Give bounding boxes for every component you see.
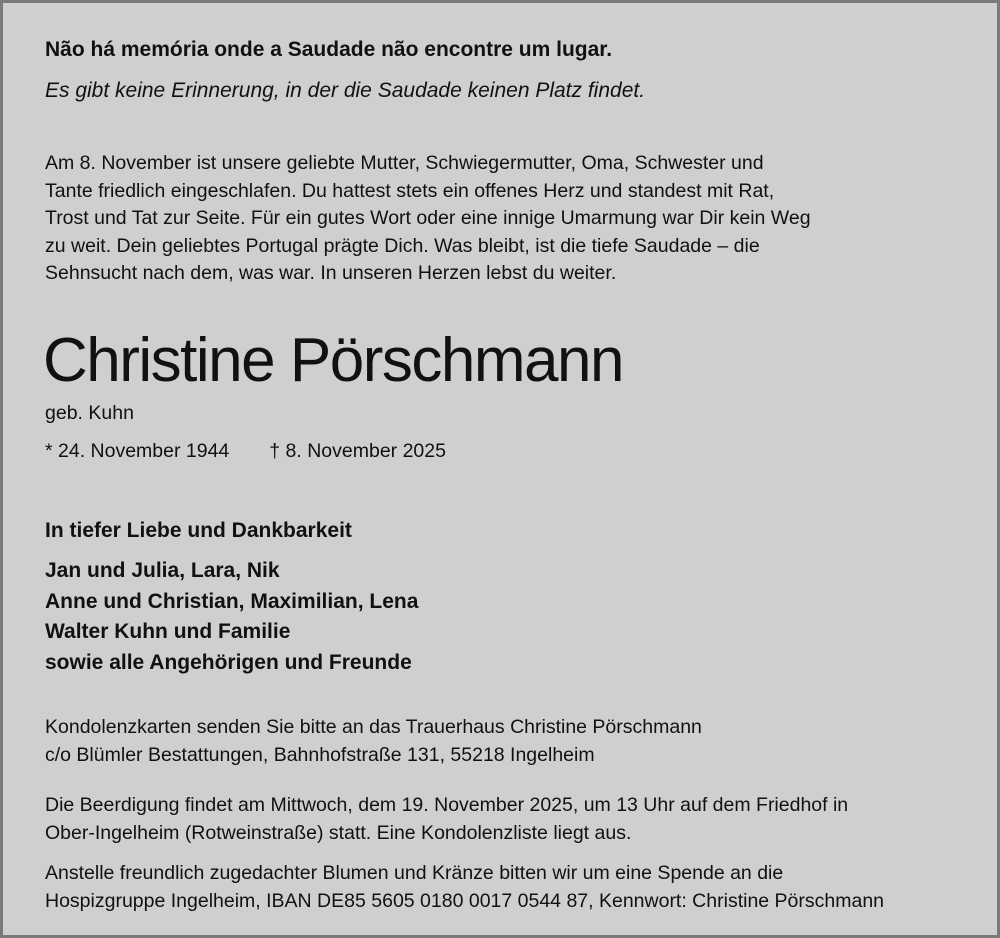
- death-date: † 8. November 2025: [269, 440, 446, 462]
- announcement-line: Tante friedlich eingeschlafen. Du hattest stets ein offenes Herz und standest mit Rat,: [45, 179, 775, 202]
- donation-line: Anstelle freundlich zugedachter Blumen und Kränze bitten wir um eine Spende an die: [45, 862, 784, 884]
- mourners-list: [45, 556, 418, 679]
- mourner-line: Jan und Julia, Lara, Nik: [45, 559, 280, 582]
- announcement-line: Sehnsucht nach dem, was war. In unseren Herzen lebst du weiter.: [45, 262, 617, 284]
- donation-line: Hospizgruppe Ingelheim, IBAN DE85 5605 0180 0017 0544 87, Kennwort: Christine Pörschmann: [45, 889, 885, 912]
- mourner-line: sowie alle Angehörigen und Freunde: [45, 651, 412, 675]
- announcement-line: Trost und Tat zur Seite. Für ein gutes Wort oder eine innige Umarmung war Dir kein Weg: [45, 207, 811, 229]
- life-dates: [45, 438, 446, 464]
- announcement-line: zu weit. Dein geliebtes Portugal prägte Dich. Was bleibt, ist die tiefe Saudade – die: [45, 234, 760, 257]
- motto-german: Es gibt keine Erinnerung, in der die Saudade keinen Platz findet.: [45, 79, 646, 102]
- condolence-line: c/o Blümler Bestattungen, Bahnhofstraße 131, 55218 Ingelheim: [45, 743, 595, 766]
- funeral-line: Ober-Ingelheim (Rotweinstraße) statt. Eine Kondolenzliste liegt aus.: [45, 821, 632, 844]
- donation-request: [45, 860, 884, 915]
- mourners-heading: In tiefer Liebe und Dankbarkeit: [45, 519, 352, 542]
- maiden-name: geb. Kuhn: [45, 402, 134, 424]
- condolence-address: [45, 714, 702, 769]
- funeral-line: Die Beerdigung findet am Mittwoch, dem 19. November 2025, um 13 Uhr auf dem Friedhof in: [45, 794, 849, 816]
- mourner-line: Anne und Christian, Maximilian, Lena: [45, 589, 419, 613]
- motto-portuguese: Não há memória onde a Saudade não encontre um lugar.: [45, 38, 613, 61]
- condolence-line: Kondolenzkarten senden Sie bitte an das Trauerhaus Christine Pörschmann: [45, 716, 702, 738]
- birth-date: * 24. November 1944: [45, 440, 230, 462]
- funeral-details: [45, 792, 848, 847]
- announcement-line: Am 8. November ist unsere geliebte Mutter, Schwiegermutter, Oma, Schwester und: [45, 152, 764, 174]
- mourner-line: Walter Kuhn und Familie: [45, 620, 291, 644]
- deceased-name: Christine Pörschmann: [43, 326, 623, 395]
- announcement-text: [45, 150, 811, 288]
